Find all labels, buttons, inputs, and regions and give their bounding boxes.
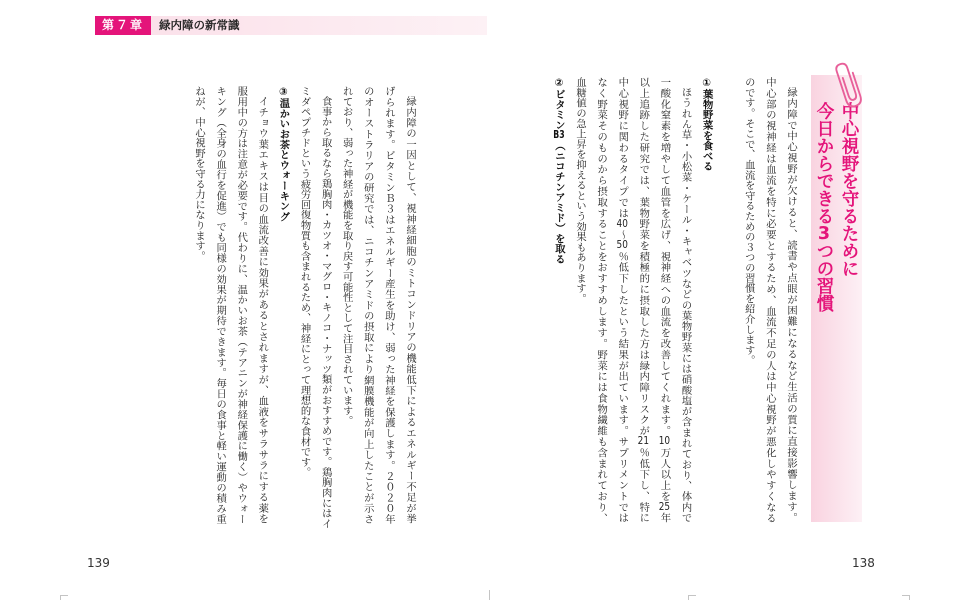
body-line: 緑内障の一因として、視神経細胞のミトコンドリアの機能低下によるエネルギー不足が挙	[403, 96, 416, 524]
intro-line: 緑内障で中心視野が欠けると、読書や点眼が困難になるなど生活の質に直接影響します。	[784, 87, 797, 523]
body-line: 服用中の方は注意が必要です。代わりに、温かいお茶（テアニンが神経保護に働く）やウォー	[235, 86, 248, 524]
upright-digits: 3	[817, 224, 831, 242]
body-line: 中心視野に関わるタイプでは40～50％低下したという結果が出ています。サプリメントでは	[616, 77, 629, 523]
page-number-left: 139	[87, 556, 110, 570]
body-line: 以上追跡した研究では、葉物野菜を積極的に摂取した方は緑内障リスクが21％低下し、特に	[637, 77, 650, 523]
crop-mark	[60, 595, 61, 600]
body-line: ねが、中心視野を守る力になります。	[193, 86, 206, 262]
crop-mark	[688, 595, 689, 600]
upright-digits: 40	[616, 218, 628, 229]
body-line: 一酸化窒素を増やして血管を広げ、視神経への血流を改善してくれます。10万人以上を25年	[658, 77, 671, 523]
title-line-2: 今日からできる3つの習慣	[814, 102, 834, 312]
body-line: 血糖値の急上昇を抑えるという効果もあります。	[574, 77, 587, 304]
body-line: 食事から取るなら鶏胸肉・カツオ・マグロ・キノコ・ナッツ類がおすすめです。鶏胸肉にはイ	[319, 96, 332, 529]
body-line: ほうれん草・小松菜・ケール・キャベツなどの葉物野菜には硝酸塩が含まれており、体内で	[679, 87, 692, 523]
intro-line: のです。そこで、血流を守るための３つの習慣を紹介します。	[742, 77, 755, 366]
section-heading: ③温かいお茶とウォーキング	[277, 86, 290, 222]
upright-digits: 21	[637, 436, 649, 447]
body-line: れており、弱った神経が機能を取り戻す可能性として注目されています。	[340, 86, 353, 426]
crop-mark	[489, 590, 490, 600]
upright-digits: B3	[553, 130, 565, 141]
chapter-title: 緑内障の新常識	[151, 16, 487, 35]
title-line-1: 中心視野を守るために	[839, 102, 859, 277]
crop-mark	[688, 595, 696, 596]
crop-mark	[60, 595, 68, 596]
body-line: のオーストラリアの研究では、ニコチンアミドの摂取により網膜機能が向上したことが示さ	[361, 86, 374, 524]
right-page-body	[548, 77, 801, 523]
body-line: げられます。ビタミンＢ３はエネルギー産生を助け、弱った神経を保護します。２０２０年	[382, 86, 395, 524]
blank-line	[717, 77, 738, 523]
article-title	[811, 102, 861, 502]
body-line: イチョウ葉エキスは目の血流改善に効果があるとされますが、血液をサラサラにする薬を	[256, 96, 269, 524]
upright-digits: 50	[616, 240, 628, 251]
page-number-right: 138	[852, 556, 875, 570]
body-line: なく野菜そのものから摂取することをおすすめします。野菜には食物繊維も含まれており、	[595, 77, 608, 523]
section-heading: ①葉物野菜を食べる	[700, 77, 713, 172]
left-page-body	[188, 86, 420, 529]
crop-mark	[909, 595, 910, 600]
body-line: キング（全身の血行を促進）でも同様の効果が期待できます。毎日の食事と軽い運動の積み重	[214, 86, 227, 524]
upright-digits: 10	[658, 436, 671, 447]
body-line: ミダペプチドという疲労回復物質も含まれるため、神経にとって理想的な食材です。	[298, 86, 311, 478]
chapter-label: 第７章	[95, 16, 151, 35]
section-heading: ②ビタミンB3（ニコチンアミド）を取る	[552, 77, 565, 265]
intro-line: 中心部の視神経は血流を特に必要とするため、血流不足の人は中心視野が悪化しやすくなる	[763, 77, 776, 523]
upright-digits: 25	[658, 501, 671, 513]
